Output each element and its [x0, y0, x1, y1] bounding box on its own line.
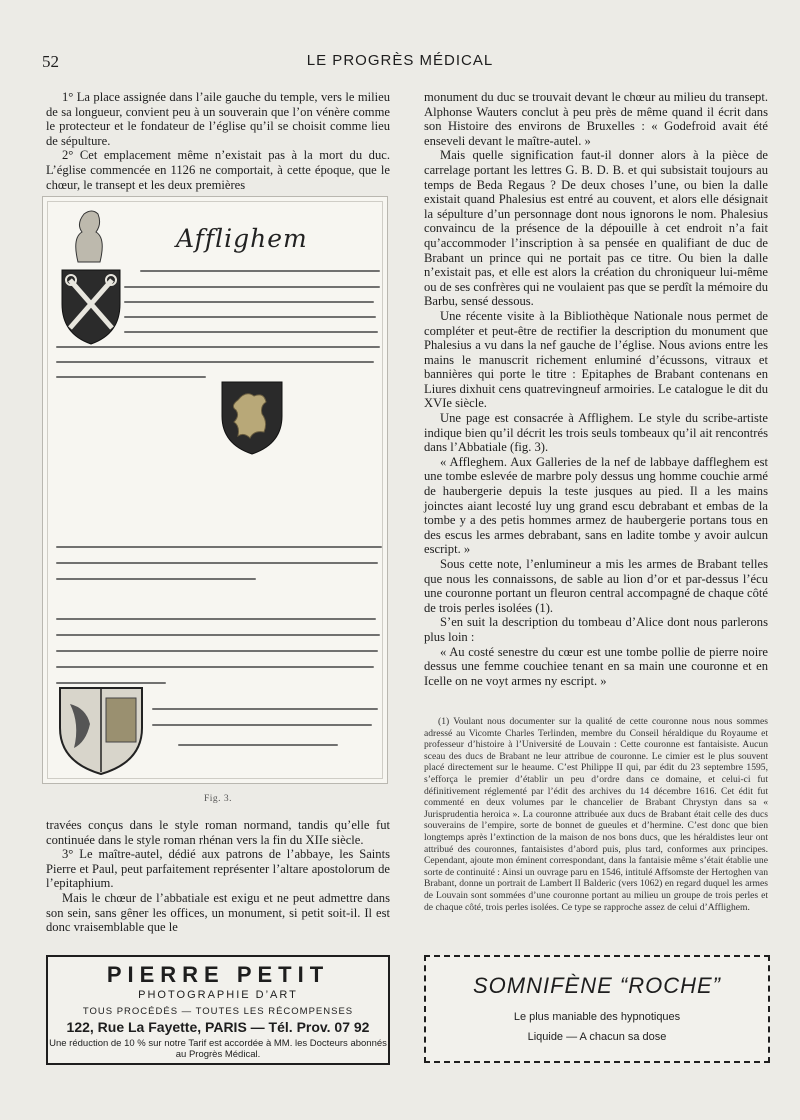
paragraph: Mais quelle signification faut-il donner alors à la pièce de carrelage portant les lettres G. B. D. B. et qui subsistait toujours au temps de Beda Regaus ? De deux choses l’une, ou bien la dalle existait quand Phalesius est entré au couvent, et alors elle désignait la sépulture d’un personnage dont nous ignorons le nom. Phalesius convaincu de la présence de la dépouille à cet endroit n’a fait qu’accommoder l’inscription à sa pensée en qualifiant de duc de Brabant un prince qui ne portait pas ce titre. Ou bien la dalle n’existait pas, et elle est alors la création du chroniqueur lui-même ou de ses confrères qui ne voulaient pas que se perdît la mémoire du Barbu, sensé dessous. — [424, 148, 768, 309]
paragraph: travées conçus dans le style roman normand, tandis qu’elle fut continuée dans le style roman rhénan vers la fin du XIIe siècle. — [46, 818, 390, 847]
handwriting-line — [56, 346, 380, 348]
handwriting-line — [56, 546, 382, 548]
footnote — [424, 716, 768, 913]
paragraph: Sous cette note, l’enlumineur a mis les armes de Brabant telles que nous les connaissons, de sable au lion d’or et par-dessus l’écu une couronne portant un fleuron central accompagné de chaque côté de trois perles isolées (1). — [424, 557, 768, 615]
quotation: « Au costé senestre du cœur est une tombe pollie de pierre noire dessus une femme couchiee tenant en sa main une couronne et en Icelle on ne voyt armes ny escript. » — [424, 644, 768, 688]
somnifene-roche-advertisement — [424, 955, 770, 1063]
handwriting-line — [56, 650, 378, 652]
handwriting-line — [124, 286, 380, 288]
quotation: « Affleghem. Aux Galleries de la nef de labbaye daffleghem est une tombe eslevée de marbre poly dessus ung homme couchie armé de haubergerie depuis la teste jusques au pied. Il a les mains joinctes aiant lecosté luy ung grand escu debrabant et embas de la tombe y a des petis hommes armez de haubergerie portans tous en des escus les armes debrabant, sans en ladite tombe y avoir aulcun escript. » — [424, 454, 768, 557]
manuscript-title: Afflighem — [176, 224, 308, 253]
paragraph: Une récente visite à la Bibliothèque Nationale nous permet de compléter et peut-être de rectifier la description du monument que Phalesius a vu dans la nef gauche de l’église. Nous avions entre les mains le manuscrit richement enluminé d’écussons, vitraux et bannières qui porte le titre : Epitaphes de Brabant contenans en Liures dixhuit cens quatrevingneuf armoiries. Le catalogue le dit du XVIe siècle. — [424, 308, 768, 411]
footnote-text: (1) Voulant nous documenter sur la qualité de cette couronne nous nous sommes adressé au Vicomte Charles Terlinden, membre du Conseil héraldique du Royaume et professeur d’histoire à l’Université de Louvain : Cette couronne est fantaisiste. Aucun sceau des ducs de Brabant ne leur attribue de couronne. Le cimier est le plus souvent placé directement sur le heaume. C’est Philippe II qui, par édit du 23 septembre 1595, s’efforça le premier d’établir un peu d’ordre dans ce domaine, et celui-ci fut définitivement réglementé par l’édit des archives du 14 décembre 1616. Cet édit fut commenté en deux volumes par le chancelier de Brabant Chrystyn dans sa « Jurisprudentia heroica ». La couronne attribuée aux ducs de Brabant était celle des ducs souverains de l’empire, sorte de bonnet de gueules et d’hermine. C’est donc que bien longtemps après l’extinction de la maison de nos bons ducs, que les héraldistes leur ont attribué des couronnes, fantaisistes d’abord puis, plus tard, conformes aux principes. Cependant, ajoute mon éminent correspondant, dans la fantaisie même s’était établie une sorte de continuité : Ainsi un ouvrage paru en 1546, intitulé Affsomste der Hertoghen van Brabant, donne un portrait de Lambert II Balderic (vers 1062) en regard duquel les armes de Louvain sont sommées d’une couronne portant au milieu un groupe de trois perles et de chaque côté, trois perles isolées. Ce type se rapproche assez de celui d’Afflighem. — [424, 716, 768, 913]
running-head: LE PROGRÈS MÉDICAL — [306, 52, 494, 69]
manuscript-figure — [42, 196, 388, 784]
handwriting-line — [56, 666, 374, 668]
handwriting-line — [56, 578, 256, 580]
handwriting-line — [56, 618, 376, 620]
ad-dosage: Liquide — A chacun sa dose — [527, 1031, 667, 1043]
paragraph: 3° Le maître-autel, dédié aux patrons de l’abbaye, les Saints Pierre et Paul, peut parfaitement représenter l’altare apostolorum de l’epitaphium. — [46, 847, 390, 891]
paragraph: Mais le chœur de l’abbatiale est exigu et ne peut admettre dans son sein, sans gêner les offices, un monument, si petit soit-il. Il est donc vraisemblable que le — [46, 890, 390, 935]
brabant-lion-shield — [218, 378, 286, 458]
handwriting-line — [140, 270, 380, 272]
manuscript-page — [47, 201, 383, 779]
ad-discount: Une réduction de 10 % sur notre Tarif est accordée à MM. les Docteurs abonnés au Progrès Médical. — [49, 1038, 387, 1060]
lower-coat-of-arms — [56, 684, 146, 776]
pierre-petit-advertisement — [46, 955, 390, 1065]
right-column — [424, 90, 768, 688]
handwriting-line — [56, 376, 206, 378]
ad-name: PIERRE PETIT — [106, 962, 330, 987]
page-number: 52 — [42, 52, 59, 71]
abbey-coat-of-arms — [56, 208, 126, 348]
paragraph: S’en suit la description du tombeau d’Alice dont nous parlerons plus loin : — [424, 615, 768, 644]
handwriting-line — [152, 724, 372, 726]
ad-name: SOMNIFÈNE “ROCHE” — [473, 973, 721, 998]
left-column-top — [46, 90, 390, 192]
handwriting-line — [178, 744, 338, 746]
paragraph: 1° La place assignée dans l’aile gauche du temple, vers le milieu de sa longueur, convient peu à un souverain que l’on vénère comme le protecteur et le fondateur de l’église qu’il se choisit comme lieu de sépulture. — [46, 90, 390, 148]
ad-tagline: Le plus maniable des hypnotiques — [513, 1011, 681, 1023]
ad-address: 122, Rue La Fayette, PARIS — Tél. Prov. 07 92 — [66, 1019, 370, 1035]
paragraph: 2° Cet emplacement même n’existait pas à la mort du duc. L’église commencée en 1126 ne comportait, à cette époque, que le chœur, le transept et les deux premières — [46, 148, 390, 192]
handwriting-line — [152, 708, 378, 710]
ad-procedures: TOUS PROCÉDÉS — TOUTES LES RÉCOMPENSES — [82, 1006, 354, 1017]
ad-subtitle: PHOTOGRAPHIE D’ART — [138, 989, 298, 1001]
figure-caption: Fig. 3. — [203, 794, 233, 804]
handwriting-line — [124, 316, 376, 318]
paragraph: Une page est consacrée à Afflighem. Le style du scribe-artiste indique bien qu’il décrit les trois seuls tombeaux qu’il ait rencontrés dans l’Abbatiale (fig. 3). — [424, 411, 768, 455]
handwriting-line — [56, 361, 374, 363]
handwriting-line — [56, 562, 378, 564]
paragraph: monument du duc se trouvait devant le chœur au milieu du transept. Alphonse Wauters conclut à peu près de même quand il écrit dans son Histoire des environs de Bruxelles : « Godefroid avait été enseveli devant le maître-autel. » — [424, 90, 768, 148]
left-column-bottom — [46, 818, 390, 935]
handwriting-line — [56, 634, 380, 636]
handwriting-line — [124, 331, 378, 333]
handwriting-line — [124, 301, 374, 303]
